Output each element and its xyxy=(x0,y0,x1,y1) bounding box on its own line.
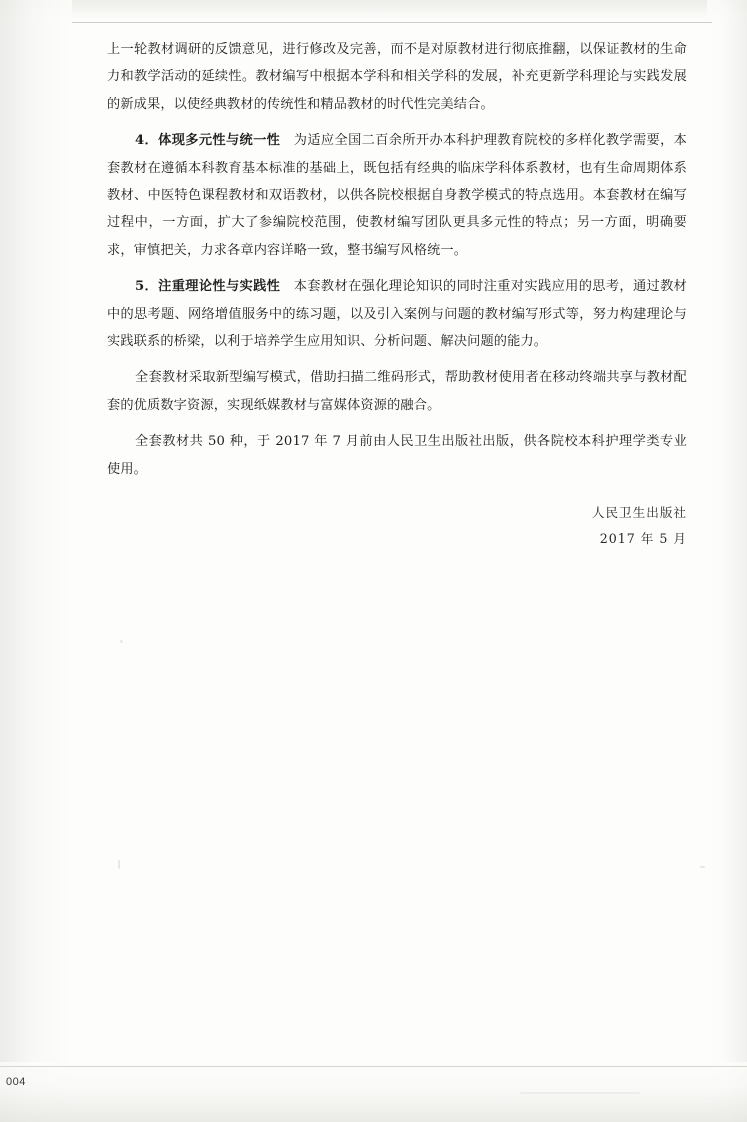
paragraph-3 xyxy=(107,273,687,355)
paragraph-spacer xyxy=(107,266,687,273)
scan-speck xyxy=(118,860,120,869)
paragraph-1 xyxy=(107,36,687,118)
paragraph-2-heading: 4．体现多元性与统一性 xyxy=(135,133,281,149)
body-text xyxy=(107,36,687,485)
paragraph-spacer xyxy=(107,120,687,127)
paragraph-2 xyxy=(107,127,687,264)
paragraph-3-heading: 5．注重理论性与实践性 xyxy=(135,279,281,295)
scan-speck xyxy=(520,1092,640,1094)
paragraph-spacer xyxy=(107,421,687,428)
paragraph-3-text: 本套教材在强化理论知识的同时注重对实践应用的思考，通过教材中的思考题、网络增值服务中的练习题，以及引入案例与问题的教材编写形式等，努力构建理论与实践联系的桥梁，以利于培养学生应用知识、分析问题、解决问题的能力。 xyxy=(107,279,688,350)
paragraph-5-text: 全套教材共 50 种，于 2017 年 7 月前由人民卫生出版社出版，供各院校本科护理学类专业使用。 xyxy=(107,434,687,477)
paragraph-2-text: 为适应全国二百余所开办本科护理教育院校的多样化教学需要，本套教材在遵循本科教育基本标准的基础上，既包括有经典的临床学科体系教材，也有生命周期体系教材、中医特色课程教材和双语教材，以供各院校根据自身教学模式的特点选用。本套教材在编写过程中，一方面，扩大了参编院校范围，使教材编写团队更具多元性的特点；另一方面，明确要求，审慎把关，力求各章内容详略一致，整书编写风格统一。 xyxy=(107,133,688,258)
page-number: 004 xyxy=(6,1076,26,1088)
scan-speck xyxy=(120,640,123,643)
top-rule xyxy=(72,22,712,23)
page-left-shadow xyxy=(0,0,72,1122)
paragraph-spacer xyxy=(107,357,687,364)
scan-speck xyxy=(700,866,705,868)
paragraph-4-text: 全套教材采取新型编写模式，借助扫描二维码形式，帮助教材使用者在移动终端共享与教材配套的优质数字资源，实现纸媒教材与富媒体资源的融合。 xyxy=(107,370,687,413)
signature-date: 2017 年 5 月 xyxy=(599,531,687,546)
paragraph-4 xyxy=(107,364,687,419)
paragraph-1-text: 上一轮教材调研的反馈意见，进行修改及完善，而不是对原教材进行彻底推翻，以保证教材的生命力和教学活动的延续性。教材编写中根据本学科和相关学科的发展，补充更新学科理论与实践发展的新成果，以使经典教材的传统性和精品教材的时代性完美结合。 xyxy=(107,42,687,112)
signature-block xyxy=(107,500,687,552)
paragraph-5 xyxy=(107,428,687,483)
signature-publisher: 人民卫生出版社 xyxy=(591,505,687,520)
page-right-shadow xyxy=(707,0,747,1122)
bottom-rule xyxy=(0,1066,747,1067)
